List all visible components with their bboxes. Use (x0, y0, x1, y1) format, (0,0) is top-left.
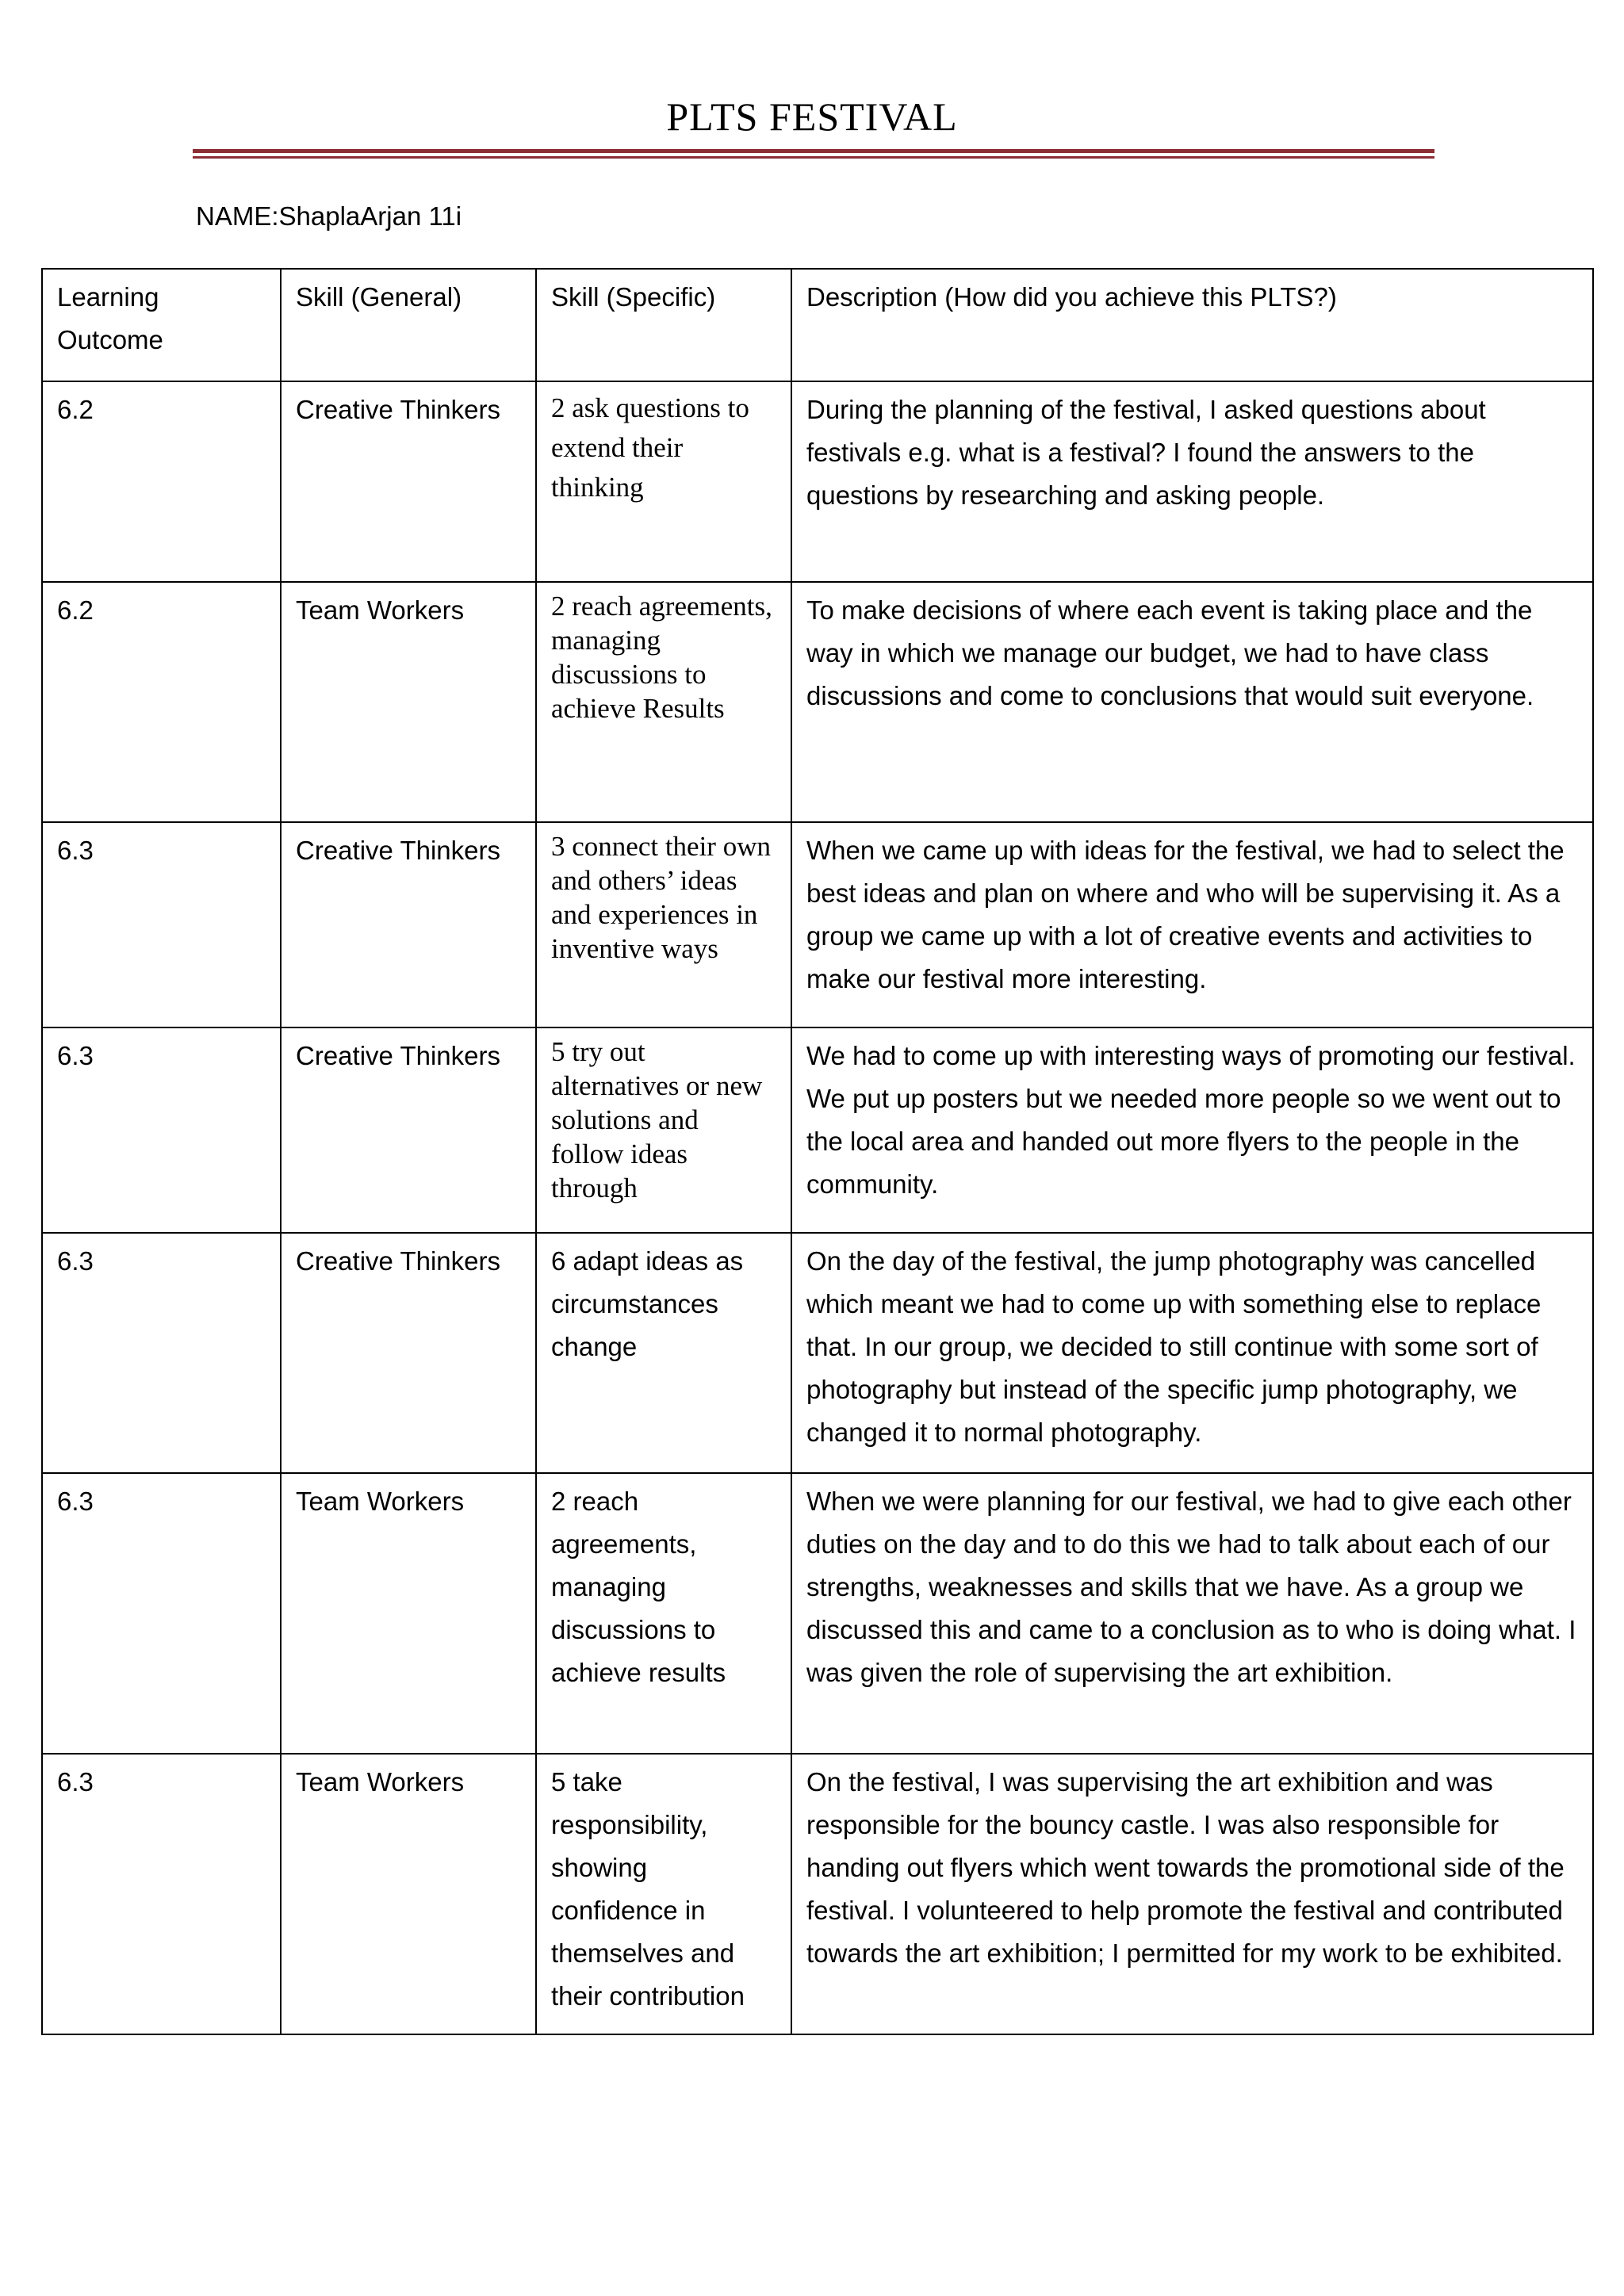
plts-table (41, 268, 1594, 2035)
header-description: Description (How did you achieve this PLTS?) (791, 269, 1593, 381)
cell-skill-specific: 6 adapt ideas as circumstances change (536, 1233, 791, 1473)
cell-skill-general: Creative Thinkers (281, 1233, 536, 1473)
table-row (42, 1027, 1593, 1233)
cell-skill-specific: 2 reach agreements, managing discussions to achieve results (536, 1473, 791, 1754)
cell-description: When we were planning for our festival, we had to give each other duties on the day and to do this we had to talk about each of our strengths, weaknesses and skills that we have. As a group we discussed this and came to a conclusion as to who is doing what. I was given the role of supervising the art exhibition. (791, 1473, 1593, 1754)
header-skill-general: Skill (General) (281, 269, 536, 381)
cell-description: To make decisions of where each event is taking place and the way in which we manage our budget, we had to have class discussions and come to conclusions that would suit everyone. (791, 582, 1593, 822)
cell-description: We had to come up with interesting ways of promoting our festival. We put up posters but we needed more people so we went out to the local area and handed out more flyers to the people in the community. (791, 1027, 1593, 1233)
cell-outcome: 6.3 (42, 1027, 281, 1233)
cell-description: On the festival, I was supervising the art exhibition and was responsible for the bouncy castle. I was also responsible for handing out flyers which went towards the promotional side of the festival. I volunteered to help promote the festival and contributed towards the art exhibition; I permitted for my work to be exhibited. (791, 1754, 1593, 2034)
student-name: NAME:ShaplaArjan 11i (196, 201, 462, 231)
cell-skill-general: Team Workers (281, 582, 536, 822)
table-row (42, 582, 1593, 822)
cell-skill-general: Creative Thinkers (281, 381, 536, 582)
cell-outcome: 6.3 (42, 822, 281, 1027)
cell-description: When we came up with ideas for the festival, we had to select the best ideas and plan on where and who will be supervising it. As a group we came up with a lot of creative events and activities to make our festival more interesting. (791, 822, 1593, 1027)
cell-skill-general: Creative Thinkers (281, 1027, 536, 1233)
title-divider (193, 149, 1434, 153)
cell-outcome: 6.2 (42, 381, 281, 582)
page-title: PLTS FESTIVAL (666, 94, 958, 139)
cell-skill-specific: 3 connect their own and others’ ideas and experiences in inventive ways (536, 822, 791, 1027)
cell-skill-general: Team Workers (281, 1754, 536, 2034)
cell-skill-general: Team Workers (281, 1473, 536, 1754)
cell-skill-specific: 2 reach agreements, managing discussions to achieve Results (536, 582, 791, 822)
table-row (42, 1754, 1593, 2034)
cell-skill-specific: 5 take responsibility, showing confidence in themselves and their contribution (536, 1754, 791, 2034)
table-row (42, 1473, 1593, 1754)
cell-skill-specific: 2 ask questions to extend their thinking (536, 381, 791, 582)
table-header-row (42, 269, 1593, 381)
cell-description: On the day of the festival, the jump photography was cancelled which meant we had to come up with something else to replace that. In our group, we decided to still continue with some sort of photography but instead of the specific jump photography, we changed it to normal photography. (791, 1233, 1593, 1473)
title-divider-secondary (193, 156, 1434, 159)
cell-skill-general: Creative Thinkers (281, 822, 536, 1027)
cell-skill-specific: 5 try out alternatives or new solutions and follow ideas through (536, 1027, 791, 1233)
cell-outcome: 6.3 (42, 1473, 281, 1754)
header-learning-outcome: Learning Outcome (42, 269, 281, 381)
table-row (42, 381, 1593, 582)
table-row (42, 1233, 1593, 1473)
table-row (42, 822, 1593, 1027)
cell-outcome: 6.3 (42, 1233, 281, 1473)
header-skill-specific: Skill (Specific) (536, 269, 791, 381)
cell-description: During the planning of the festival, I asked questions about festivals e.g. what is a festival? I found the answers to the questions by researching and asking people. (791, 381, 1593, 582)
cell-outcome: 6.3 (42, 1754, 281, 2034)
cell-outcome: 6.2 (42, 582, 281, 822)
